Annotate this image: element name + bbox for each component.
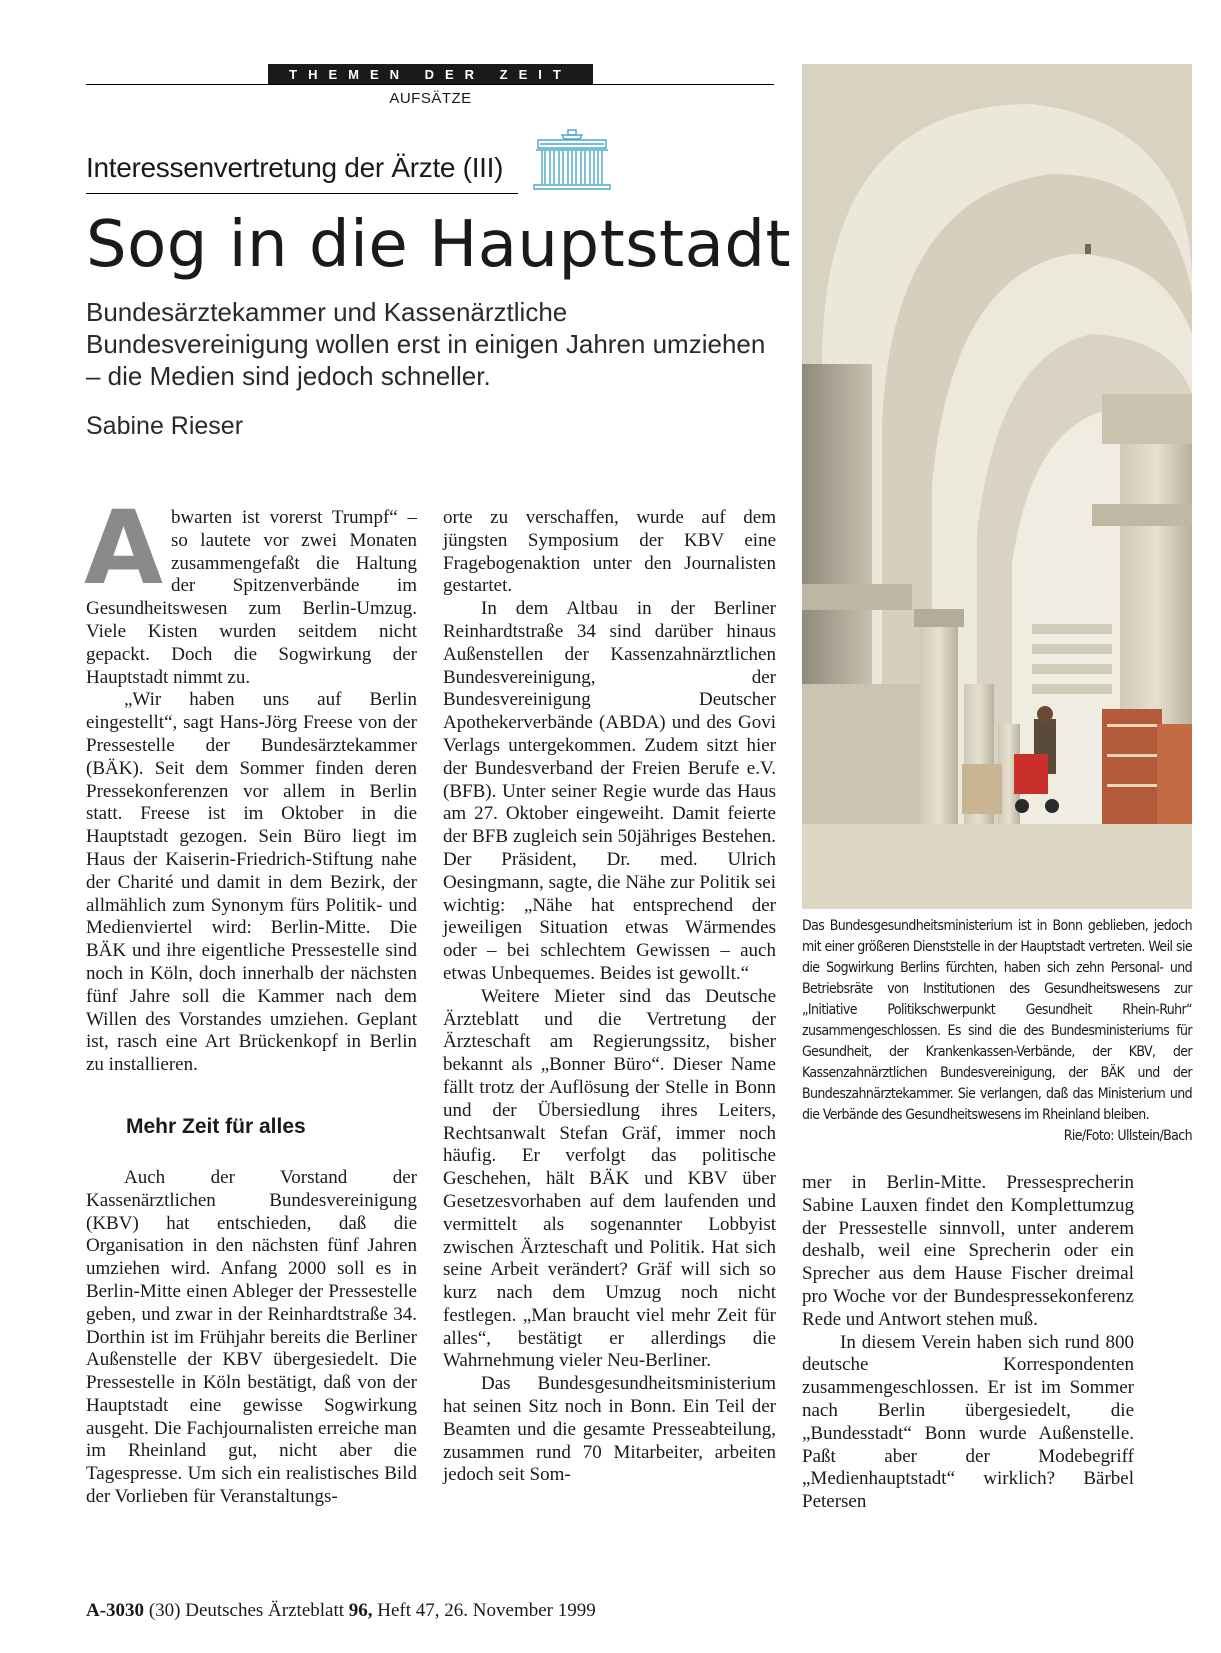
paragraph: „Wir haben uns auf Berlin eingestellt“, sagt Hans-Jörg Freese von der Pressestelle der Bundesärztekammer (BÄK). Seit dem Sommer finden deren Pressekonferenzen vor allem in Berlin statt. Freese ist im Oktober in die Hauptstadt gezogen. Sein Büro liegt im Haus der Kaiserin-Friedrich-Stiftung nahe der Charité und damit in dem Bezirk, der allmählich zum Synonym fürs Politik- und Medienviertel wird: Berlin-Mitte. Die BÄK und ihre eigentliche Pressestelle sind noch in Köln, doch innerhalb der nächsten fünf Jahre soll die Kammer nach dem Willen des Vorstandes umziehen. Geplant ist, rasch eine Art Brückenkopf in Berlin zu installieren. (86, 689, 417, 1076)
paragraph: Abwarten ist vorerst Trumpf“ – so lautete vor zwei Monaten zusammengefaßt die Haltung der Spitzenverbände im Gesundheitswesen zum Berlin-Umzug. Viele Kisten wurden seitdem nicht gepackt. Doch die Sogwirkung der Hauptstadt nimmt zu. (84, 489, 417, 688)
photo-caption: Das Bundesgesundheitsministerium ist in Bonn geblieben, jedoch mit einer größeren Dienststelle in der Hauptstadt vertreten. Weil sie die Sogwirkung Berlins fürchten, haben sich zehn Personal- und Betriebsräte von Institutionen des Gesundheitswesens zur „Initiative Politikschwerpunkt Gesundheit Rhein-Ruhr“ zusammengeschlossen. Es sind die des Bundesministeriums für Gesundheit, der Krankenkassen-Verbände, der KBV, der Kassenzahnärztlichen Bundesvereinigung, der BÄK und der Bundeszahnärztekammer. Sie verlangen, daß das Ministerium und die Verbände des Gesundheitswesens im Rheinland bleiben. Rie/Foto: Ullstein/Bach (802, 916, 1192, 1147)
article-column-3 (802, 1172, 1134, 1514)
article-photo (802, 64, 1192, 909)
page-number: A-3030 (86, 1600, 145, 1621)
brandenburg-gate-icon (532, 126, 612, 192)
footer-source: (30) Deutsches Ärzteblatt (148, 1600, 345, 1621)
arcade-photo-image (802, 64, 1192, 909)
article-deck: Bundesärztekammer und Kassenärztliche Bundesvereinigung wollen erst in einigen Jahren umziehen – die Medien sind jedoch schneller. (86, 297, 766, 391)
page-footer (86, 1600, 596, 1622)
paragraph: Das Bundesgesundheitsministerium hat seinen Sitz noch in Bonn. Ein Teil der Beamten und die gesamte Presseabteilung, zusammen rund 70 Mitarbeiter, arbeiten jedoch seit Som- (443, 1373, 776, 1486)
drop-cap: A (84, 489, 163, 608)
kicker-rule (86, 193, 518, 194)
footer-volume: 96, (348, 1600, 373, 1621)
paragraph: mer in Berlin-Mitte. Pressesprecherin Sabine Lauxen findet den Komplettumzug der Pressestelle sinnvoll, unter anderem deshalb, weil eine Sprecherin oder ein Sprecher aus dem Hause Fischer dreimal pro Woche vor der Bundespressekonferenz Rede und Antwort stehen muß. (802, 1172, 1134, 1330)
paragraph: In dem Altbau in der Berliner Reinhardtstraße 34 sind darüber hinaus Außenstellen der Kassenzahnärztlichen Bundesvereinigung, der Bundesvereinigung Deutscher Apothekerverbände (ABDA) und des Govi Verlags untergekommen. Zudem sitzt hier der Bundesverband der Freien Berufe e.V. (BFB). Unter seiner Regie wurde das Haus am 27. Oktober eingeweiht. Damit feierte der BFB zugleich sein 50jähriges Bestehen. Der Präsident, Dr. med. Ulrich Oesingmann, sagte, die Nähe zur Politik sei wichtig: „Nähe hat entsprechend der jeweiligen Situation etwas Wärmendes oder – bei schlechtem Gewissen – auch etwas Unbequemes. Beides ist gewollt.“ (443, 598, 776, 984)
article-kicker: Interessenvertretung der Ärzte (III) (86, 152, 504, 183)
paragraph: orte zu verschaffen, wurde auf dem jüngsten Symposium der KBV eine Fragebogenaktion unter den Journalisten gestartet. (443, 507, 776, 597)
paragraph: Auch der Vorstand der Kassenärztlichen Bundesvereinigung (KBV) hat entschieden, daß die Organisation in den nächsten fünf Jahren umziehen wird. Anfang 2000 soll es in Berlin-Mitte einen Ableger der Pressestelle geben, und zwar in der Reinhardtstraße 34. Dorthin ist im Frühjahr bereits die Berliner Außenstelle der KBV übergesiedelt. Die Pressestelle in Köln bestätigt, daß von der Hauptstadt eine gewisse Sogwirkung ausgeht. Die Fachjournalisten erreiche man im Rheinland gut, nicht aber die Tagespresse. Um sich ein realistisches Bild der Vorlieben für Veranstaltungs- (86, 1166, 417, 1508)
paragraph: Weitere Mieter sind das Deutsche Ärzteblatt und die Vertretung der Ärzteschaft am Regierungssitz, bisher bekannt als „Bonner Büro“. Dieser Name fällt trotz der Auflösung der Stelle in Bonn und der Übersiedlung ihres Leiters, Rechtsanwalt Stefan Gräf, immer noch häufig. Er verfolgt das politische Geschehen, hält BÄK und KBV über Gesetzesvorhaben auf dem laufenden und vermittelt als sogenannter Lobbyist zwischen Ärzteschaft und Politik. Hat sich seine Arbeit verändert? Gräf will sich so kurz nach dem Umzug noch nicht festlegen. „Man braucht viel mehr Zeit für alles“, bestätigt er allerdings die Wahrnehmung vieler Neu-Berliner. (443, 985, 776, 1372)
subsection-label: AUFSÄTZE (389, 90, 472, 107)
article-column-1 (84, 489, 417, 1509)
paragraph: In diesem Verein haben sich rund 800 deutsche Korrespondenten zusammengeschlossen. Er ist im Sommer nach Berlin übergesiedelt, die „Bundesstadt“ Bonn wurde Außenstelle. Paßt aber der Modebegriff „Medienhauptstadt“ wirklich? Bärbel Petersen (802, 1331, 1134, 1513)
subheading: Mehr Zeit für alles (126, 1114, 306, 1138)
footer-issue: Heft 47, 26. November 1999 (377, 1600, 596, 1621)
section-label: THEMEN DER ZEIT (268, 64, 593, 85)
photo-credit: Rie/Foto: Ullstein/Bach (1063, 1128, 1192, 1144)
header-rule (86, 84, 774, 85)
article-column-2 (443, 507, 776, 1487)
headline: Sog in die Hauptstadt (86, 208, 792, 282)
author-byline: Sabine Rieser (86, 412, 244, 440)
